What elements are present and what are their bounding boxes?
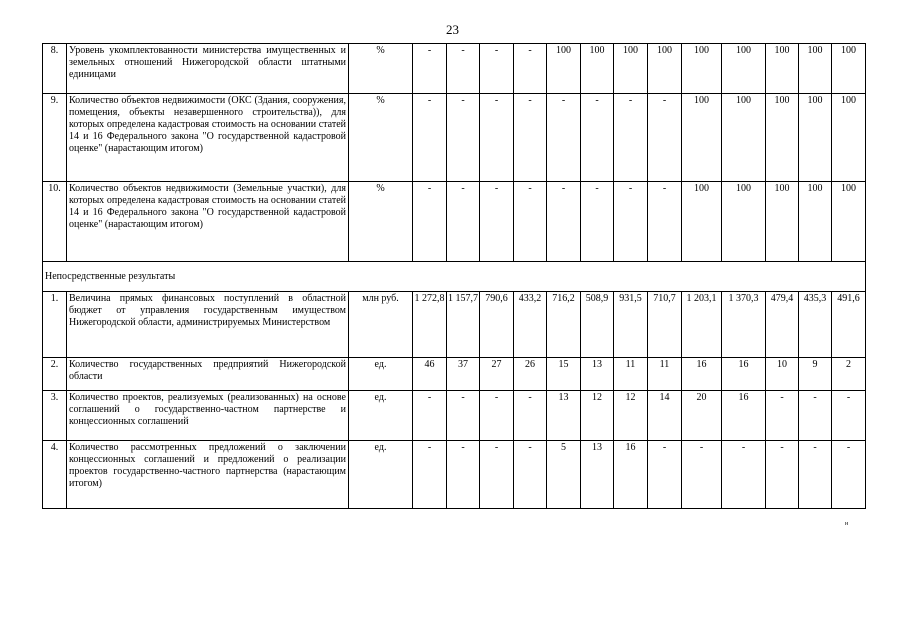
value-cell: 16: [614, 441, 648, 509]
value-cell: 100: [832, 94, 866, 182]
value-cell: -: [766, 441, 799, 509]
value-cell: 433,2: [514, 292, 547, 358]
value-cell: 100: [722, 182, 766, 262]
value-cell: 100: [682, 44, 722, 94]
value-cell: -: [480, 94, 514, 182]
value-cell: -: [514, 44, 547, 94]
indicator-name: Количество проектов, реализуемых (реализованных) на основе соглашений о государственно-частном партнерстве и концессионных соглашений: [67, 391, 349, 441]
value-cell: -: [447, 182, 480, 262]
value-cell: 100: [581, 44, 614, 94]
value-cell: -: [614, 182, 648, 262]
value-cell: 14: [648, 391, 682, 441]
unit-cell: %: [349, 182, 413, 262]
value-cell: 11: [614, 358, 648, 391]
value-cell: 100: [682, 182, 722, 262]
value-cell: 931,5: [614, 292, 648, 358]
indicator-name: Уровень укомплектованности министерства имущественных и земельных отношений Нижегородской области штатными единицами: [67, 44, 349, 94]
value-cell: 100: [682, 94, 722, 182]
unit-cell: %: [349, 44, 413, 94]
table-row: [43, 94, 866, 182]
unit-cell: %: [349, 94, 413, 182]
value-cell: -: [648, 441, 682, 509]
value-cell: 710,7: [648, 292, 682, 358]
value-cell: -: [514, 182, 547, 262]
value-cell: 100: [722, 94, 766, 182]
value-cell: 100: [722, 44, 766, 94]
value-cell: -: [413, 182, 447, 262]
indicator-name: Количество государственных предприятий Нижегородской области: [67, 358, 349, 391]
value-cell: -: [413, 44, 447, 94]
value-cell: 13: [547, 391, 581, 441]
value-cell: 5: [547, 441, 581, 509]
indicator-name: Количество рассмотренных предложений о заключении концессионных соглашений и предложений о реализации проектов государственно-частного партнерства (нарастающим итогом): [67, 441, 349, 509]
value-cell: 12: [614, 391, 648, 441]
row-number: 8.: [43, 44, 67, 94]
indicator-name: Величина прямых финансовых поступлений в областной бюджет от управления государственным имуществом Нижегородской области, администрируемых Министерством: [67, 292, 349, 358]
row-number: 4.: [43, 441, 67, 509]
value-cell: 100: [799, 44, 832, 94]
value-cell: -: [682, 441, 722, 509]
unit-cell: ед.: [349, 358, 413, 391]
value-cell: 15: [547, 358, 581, 391]
indicators-table: [42, 43, 866, 509]
row-number: 10.: [43, 182, 67, 262]
unit-cell: млн руб.: [349, 292, 413, 358]
value-cell: 1 203,1: [682, 292, 722, 358]
value-cell: 100: [766, 44, 799, 94]
value-cell: -: [447, 94, 480, 182]
value-cell: -: [514, 391, 547, 441]
value-cell: -: [766, 391, 799, 441]
value-cell: -: [832, 391, 866, 441]
table-row: [43, 441, 866, 509]
value-cell: 100: [547, 44, 581, 94]
value-cell: -: [648, 182, 682, 262]
value-cell: 1 370,3: [722, 292, 766, 358]
table-row: [43, 391, 866, 441]
corner-mark: н: [845, 521, 849, 527]
value-cell: 491,6: [832, 292, 866, 358]
value-cell: 100: [799, 94, 832, 182]
unit-cell: ед.: [349, 441, 413, 509]
table-row: [43, 292, 866, 358]
value-cell: -: [447, 44, 480, 94]
row-number: 1.: [43, 292, 67, 358]
value-cell: 479,4: [766, 292, 799, 358]
value-cell: -: [514, 94, 547, 182]
value-cell: 100: [766, 94, 799, 182]
value-cell: -: [648, 94, 682, 182]
value-cell: -: [832, 441, 866, 509]
value-cell: -: [480, 44, 514, 94]
value-cell: 12: [581, 391, 614, 441]
value-cell: -: [614, 94, 648, 182]
value-cell: -: [547, 182, 581, 262]
value-cell: -: [447, 391, 480, 441]
table-row: [43, 182, 866, 262]
value-cell: 11: [648, 358, 682, 391]
indicator-name: Количество объектов недвижимости (Земельные участки), для которых определена кадастровая стоимость на основании статей 14 и 16 Федерального закона "О государственной кадастровой оценке" (нарастающим итогом): [67, 182, 349, 262]
row-number: 9.: [43, 94, 67, 182]
value-cell: -: [581, 182, 614, 262]
value-cell: -: [413, 391, 447, 441]
value-cell: 435,3: [799, 292, 832, 358]
value-cell: -: [413, 441, 447, 509]
value-cell: -: [514, 441, 547, 509]
value-cell: 27: [480, 358, 514, 391]
section-title: Непосредственные результаты: [43, 262, 866, 292]
value-cell: 10: [766, 358, 799, 391]
value-cell: -: [581, 94, 614, 182]
value-cell: 13: [581, 358, 614, 391]
value-cell: 100: [832, 182, 866, 262]
value-cell: 100: [766, 182, 799, 262]
value-cell: 100: [832, 44, 866, 94]
value-cell: 716,2: [547, 292, 581, 358]
value-cell: -: [799, 441, 832, 509]
value-cell: 100: [614, 44, 648, 94]
value-cell: 16: [722, 391, 766, 441]
value-cell: 100: [648, 44, 682, 94]
value-cell: 26: [514, 358, 547, 391]
value-cell: 1 157,7: [447, 292, 480, 358]
value-cell: 9: [799, 358, 832, 391]
indicator-name: Количество объектов недвижимости (ОКС (Здания, сооружения, помещения, объекты незавершенного строительства)), для которых определена кадастровая стоимость на основании статей 14 и 16 Федерального закона "О государственной кадастровой оценке" (нарастающим итогом): [67, 94, 349, 182]
value-cell: -: [722, 441, 766, 509]
value-cell: 100: [799, 182, 832, 262]
unit-cell: ед.: [349, 391, 413, 441]
value-cell: 46: [413, 358, 447, 391]
value-cell: 1 272,8: [413, 292, 447, 358]
value-cell: 16: [682, 358, 722, 391]
value-cell: -: [799, 391, 832, 441]
value-cell: 13: [581, 441, 614, 509]
value-cell: -: [447, 441, 480, 509]
value-cell: -: [547, 94, 581, 182]
value-cell: 790,6: [480, 292, 514, 358]
value-cell: 2: [832, 358, 866, 391]
value-cell: 37: [447, 358, 480, 391]
value-cell: 508,9: [581, 292, 614, 358]
value-cell: -: [480, 391, 514, 441]
value-cell: -: [480, 182, 514, 262]
page-number: 23: [446, 22, 459, 37]
row-number: 3.: [43, 391, 67, 441]
value-cell: -: [413, 94, 447, 182]
section-row: [43, 262, 866, 292]
row-number: 2.: [43, 358, 67, 391]
table-row: [43, 358, 866, 391]
value-cell: 20: [682, 391, 722, 441]
value-cell: 16: [722, 358, 766, 391]
table-row: [43, 44, 866, 94]
value-cell: -: [480, 441, 514, 509]
